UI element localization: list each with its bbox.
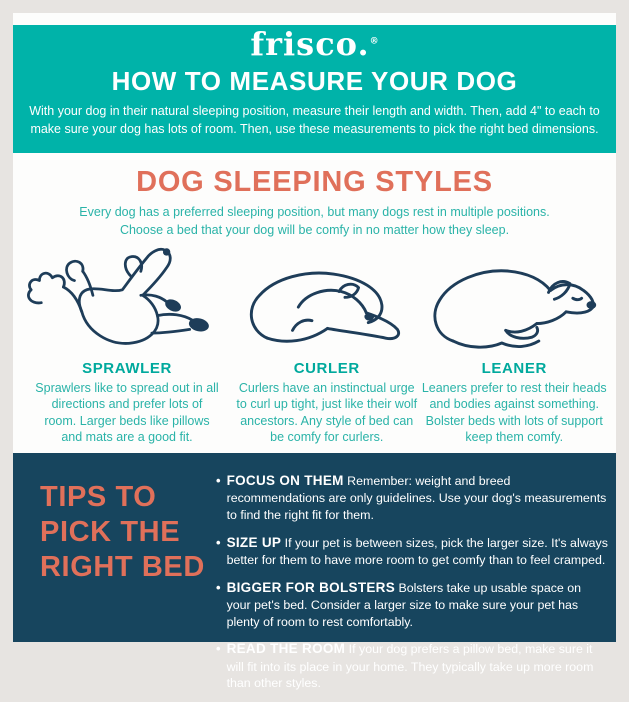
bullet-icon: • — [216, 473, 221, 488]
header-subtitle: With your dog in their natural sleeping position, measure their length and width. Then, add 4" to each to make sure your dog has lots of room. Then, use these measurements to pick the right bed dimensions. — [29, 104, 600, 136]
tip-item-read-the-room — [216, 640, 608, 692]
sleeping-styles-subtitle-line1: Every dog has a preferred sleeping position, but many dogs rest in multiple positions. — [79, 205, 550, 219]
style-name-sprawler: SPRAWLER — [82, 360, 172, 377]
tips-title-line1: TIPS TO — [40, 481, 157, 513]
bullet-icon: • — [216, 641, 221, 657]
style-card-leaner — [421, 243, 609, 445]
sleeping-styles-row — [13, 243, 616, 445]
sprawler-dog-icon — [21, 243, 233, 355]
sleeping-styles-title: DOG SLEEPING STYLES — [136, 166, 493, 198]
tips-title-line2: PICK THE — [40, 515, 181, 548]
tip-item-bigger-for-bolsters — [216, 579, 608, 631]
sprawler-dog-illustration — [21, 243, 233, 355]
tip-body: Bolsters take up usable space on your pet's bed. Consider a larger size to make sure your pet has plenty of room to rest comfortably. — [226, 580, 582, 629]
tip-text — [227, 579, 608, 631]
tip-text — [227, 534, 608, 569]
registered-mark: ® — [369, 36, 379, 47]
frisco-logo-text: frisco. — [250, 25, 370, 63]
infographic-card — [13, 13, 616, 691]
header-section — [13, 25, 616, 153]
style-name-curler: CURLER — [293, 360, 360, 377]
style-name-leaner: LEANER — [481, 360, 547, 377]
leaner-dog-icon — [424, 259, 604, 355]
sleeping-styles-section — [13, 166, 616, 453]
curler-dog-icon — [242, 263, 412, 355]
bullet-icon: • — [216, 579, 221, 595]
style-card-sprawler — [21, 243, 233, 445]
curler-dog-illustration — [242, 243, 412, 355]
tips-title-line3: RIGHT BED — [40, 550, 205, 583]
sleeping-styles-subtitle — [13, 204, 616, 239]
tip-text — [227, 640, 608, 692]
tips-section — [13, 453, 616, 691]
tips-list — [216, 472, 608, 702]
tip-body: If your pet is between sizes, pick the larger size. It's always better for them to have more room to get comfy than to feel cramped. — [226, 535, 608, 567]
tip-item-focus-on-them — [216, 472, 608, 524]
style-description-sprawler: Sprawlers like to spread out in all directions and prefer lots of room. Larger beds like pillows and mats are a good fit. — [35, 381, 219, 444]
sleeping-styles-subtitle-line2: Choose a bed that your dog will be comfy in no matter how they sleep. — [119, 222, 510, 237]
tip-label: SIZE UP — [226, 534, 282, 550]
tip-label: BIGGER FOR BOLSTERS — [226, 579, 396, 595]
page-title: HOW TO MEASURE YOUR DOG — [111, 66, 518, 96]
bullet-icon: • — [216, 534, 221, 550]
tip-text — [227, 472, 608, 524]
style-card-curler — [233, 243, 421, 445]
style-description-curler: Curlers have an instinctual urge to curl up tight, just like their wolf ancestors. Any style of bed can be comfy for curlers. — [236, 381, 418, 444]
style-description-leaner: Leaners prefer to rest their heads and bodies against something. Bolster beds with lots of support keep them comfy. — [421, 381, 607, 444]
tip-label: FOCUS ON THEM — [226, 473, 344, 488]
tips-title — [40, 480, 205, 584]
frisco-logo — [13, 25, 616, 63]
tip-item-size-up — [216, 534, 608, 569]
tip-label: READ THE ROOM — [226, 641, 346, 657]
tip-body: Remember: weight and breed recommendations are only guidelines. Use your dog's measurements to find the right fit for them. — [226, 474, 607, 522]
tip-body: If your dog prefers a pillow bed, make sure it will fit into its place in your home. They typically take up more room than other styles. — [226, 642, 594, 691]
leaner-dog-illustration — [424, 243, 604, 355]
